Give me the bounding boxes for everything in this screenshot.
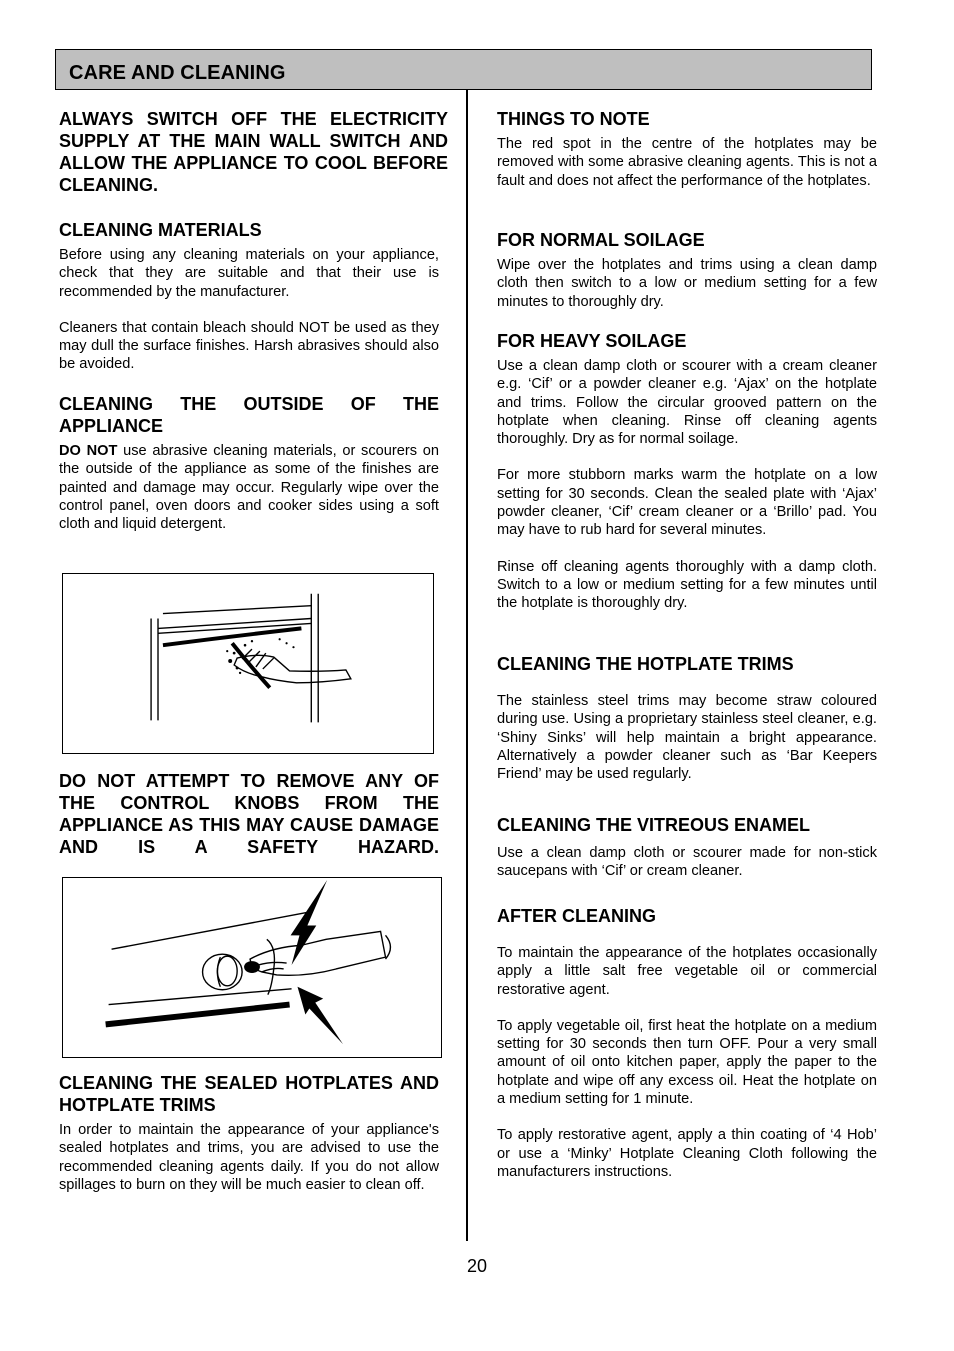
warning-switch-off: ALWAYS SWITCH OFF THE ELECTRICITY SUPPLY AT THE MAIN WALL SWITCH AND ALLOW THE APPLIANCE TO COOL BEFORE CLEANING. bbox=[59, 109, 448, 195]
paragraph: Cleaners that contain bleach should NOT be used as they may dull the surface finishes. Harsh abrasives should also be avoided. bbox=[59, 319, 439, 373]
section-heavy-soilage bbox=[497, 330, 877, 613]
heading-cleaning-outside: CLEANING THE OUTSIDE OF THE APPLIANCE bbox=[59, 394, 439, 436]
paragraph: Before using any cleaning materials on your appliance, check that they are suitable and that their use is recommended by the manufacturer. bbox=[59, 247, 439, 300]
heading-vitreous-enamel: CLEANING THE VITREOUS ENAMEL bbox=[497, 815, 811, 835]
figure-control-knob-hazard bbox=[62, 877, 442, 1058]
paragraph: DO NOT use abrasive cleaning materials, or scourers on the outside of the appliance as some of the finishes are painted and damage may occur. Regularly wipe over the control panel, oven doors and cooker sides using a soft cloth and liquid detergent. bbox=[59, 443, 439, 533]
heading-heavy-soilage: FOR HEAVY SOILAGE bbox=[497, 331, 687, 351]
section-normal-soilage bbox=[497, 229, 877, 311]
page-number: 20 bbox=[466, 1256, 488, 1276]
paragraph: To apply vegetable oil, first heat the hotplate on a medium setting for 30 seconds then turn OFF. Pour a very small amount of oil onto kitchen paper, apply the paper to the hotplate and wipe off any excess oil. Heat the hotplate on a medium setting for 1 minute. bbox=[497, 1017, 877, 1108]
do-not-emphasis: DO NOT bbox=[59, 443, 118, 459]
section-after-cleaning bbox=[497, 905, 877, 1181]
heading-things-to-note: THINGS TO NOTE bbox=[497, 109, 650, 129]
warning-control-knobs: DO NOT ATTEMPT TO REMOVE ANY OF THE CONTROL KNOBS FROM THE APPLIANCE AS THIS MAY CAUSE DAMAGE AND IS A SAFETY HAZARD. bbox=[59, 771, 439, 857]
wiping-door-illustration bbox=[63, 574, 433, 753]
heading-cleaning-materials: CLEANING MATERIALS bbox=[59, 220, 262, 240]
heading-hotplate-trims: CLEANING THE HOTPLATE TRIMS bbox=[497, 654, 794, 674]
section-cleaning-outside bbox=[59, 393, 439, 533]
section-things-to-note bbox=[497, 108, 877, 190]
paragraph: The stainless steel trims may become straw coloured during use. Using a proprietary stainless steel cleaner, e.g. ‘Shiny Sinks’ will help maintain a bright appearance. Alternatively a powder cleaner such as ‘Bar Keepers Friend’ may be used regularly. bbox=[497, 693, 877, 783]
paragraph: Rinse off cleaning agents thoroughly with a damp cloth. Switch to a low or medium setting for a few minutes until the hotplate is thoroughly dry. bbox=[497, 558, 877, 612]
column-divider bbox=[466, 90, 468, 1241]
heading-after-cleaning: AFTER CLEANING bbox=[497, 906, 656, 926]
section-cleaning-materials bbox=[59, 219, 439, 374]
section-vitreous-enamel bbox=[497, 814, 877, 881]
section-cleaning-hotplates bbox=[59, 1072, 439, 1194]
paragraph: For more stubborn marks warm the hotplate on a low setting for 30 seconds. Clean the sealed plate with ‘Ajax’ powder cleaner, ‘Cif’ cream cleaner or a ‘Brillo’ pad. You may have to rub hard for several minutes. bbox=[497, 467, 877, 539]
paragraph: The red spot in the centre of the hotplates may be removed with some abrasive cleaning agents. This is not a fault and does not affect the performance of the hotplates. bbox=[497, 136, 877, 189]
paragraph: Wipe over the hotplates and trims using a clean damp cloth then switch to a low or medium setting for a few minutes to thoroughly dry. bbox=[497, 257, 877, 310]
paragraph: Use a clean damp cloth or scourer with a cream cleaner e.g. ‘Cif’ or a powder cleaner e.g. ‘Ajax’ on the hotplate and trims. Follow the circular grooved pattern on the hotplate when cleaning. Rinse off cleaning agents thoroughly. Dry as for normal soilage. bbox=[497, 358, 877, 448]
page-title-bar bbox=[55, 49, 872, 90]
control-knob-illustration bbox=[63, 878, 441, 1057]
section-hotplate-trims bbox=[497, 653, 877, 783]
figure-wiping-oven-door bbox=[62, 573, 434, 754]
paragraph: To apply restorative agent, apply a thin coating of ‘4 Hob’ or use a ‘Minky’ Hotplate Cleaning Cloth following the manufacturers instructions. bbox=[497, 1127, 877, 1180]
paragraph: Use a clean damp cloth or scourer made for non-stick saucepans with ‘Cif’ or cream cleaner. bbox=[497, 845, 877, 880]
heading-cleaning-hotplates: CLEANING THE SEALED HOTPLATES AND HOTPLATE TRIMS bbox=[59, 1073, 439, 1115]
heading-normal-soilage: FOR NORMAL SOILAGE bbox=[497, 230, 705, 250]
paragraph: To maintain the appearance of the hotplates occasionally apply a little salt free vegetable oil or commercial restorative agent. bbox=[497, 945, 877, 998]
paragraph: In order to maintain the appearance of your appliance's sealed hotplates and trims, you are advised to use the recommended cleaning agents daily. If you do not allow spillages to burn on they will be much easier to clean off. bbox=[59, 1122, 439, 1193]
page-title: CARE AND CLEANING bbox=[69, 62, 286, 84]
